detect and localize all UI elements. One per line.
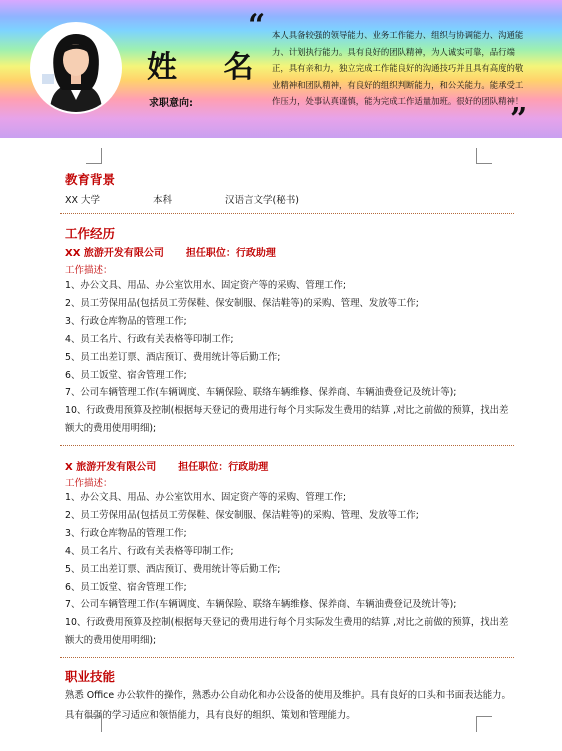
education-major: 汉语言文学(秘书) — [225, 195, 299, 206]
job-intent-label: 求职意向: — [149, 98, 193, 109]
margin-mark-bottom-right — [476, 716, 492, 732]
close-quote-mark: ” — [510, 102, 528, 137]
job-duty-list — [65, 489, 515, 650]
job-duty-item: 2、员工劳保用品(包括员工劳保鞋、保安制服、保洁鞋等)的采购、管理、发放等工作; — [65, 509, 419, 521]
candidate-name: 姓 名 — [147, 50, 272, 85]
education-title: 教育背景 — [65, 172, 116, 187]
education-degree: 本科 — [153, 195, 173, 206]
job-header — [65, 244, 276, 259]
section-divider — [60, 213, 514, 214]
section-divider — [60, 657, 514, 658]
education-school: XX 大学 — [65, 195, 101, 206]
job-duty-item: 1、办公文具、用品、办公室饮用水、固定资产等的采购、管理工作; — [65, 492, 347, 503]
avatar-portrait-icon — [32, 24, 120, 112]
margin-mark-top-right — [476, 148, 492, 164]
job-duty-item: 10、行政费用预算及控制(根据每天登记的费用进行每个月实际发生费用的结算 ,对比之前做的预算，找出差额大的费用使用明细); — [65, 405, 509, 435]
job-duty-list — [65, 277, 515, 438]
experience-title: 工作经历 — [65, 226, 116, 241]
job-desc-label: 工作描述： — [65, 265, 113, 276]
job-duty-item: 4、员工名片、行政有关表格等印制工作; — [65, 333, 234, 345]
open-quote-mark: “ — [248, 8, 266, 43]
section-divider — [60, 445, 514, 446]
job-position: 担任职位：行政助理 — [185, 248, 276, 259]
job-company: X 旅游开发有限公司 — [65, 462, 157, 473]
job-duty-item: 1、办公文具、用品、办公室饮用水、固定资产等的采购、管理工作; — [65, 280, 347, 291]
self-summary: 本人具备较强的领导能力、业务工作能力、组织与协调能力、沟通能力、计划执行能力。具有良好的团队精神，为人诚实可靠，品行端正，具有亲和力，独立完成工作能良好的沟通技巧并且具有高度的敬业精神和团队精神，有良好的组织判断能力，和公关能力。能承受工作压力，处事认真谨慎，能为完成工作适量加班。很好的团队精神！ — [272, 30, 524, 106]
job-duty-item: 3、行政仓库物品的管理工作; — [65, 527, 187, 539]
skills-text: 熟悉 Office 办公软件的操作，熟悉办公自动化和办公设备的使用及维护。具有良好的口头和书面表达能力。具有很强的学习适应和领悟能力，具有良好的组织、策划和管理能力。 — [65, 690, 511, 721]
job-duty-item: 2、员工劳保用品(包括员工劳保鞋、保安制服、保洁鞋等)的采购、管理、发放等工作; — [65, 297, 419, 309]
job-duty-item: 5、员工出差订票、酒店预订、费用统计等后勤工作; — [65, 563, 281, 575]
margin-mark-bottom-left — [86, 716, 102, 732]
job-duty-item: 3、行政仓库物品的管理工作; — [65, 315, 187, 327]
job-duty-item: 7、公司车辆管理工作(车辆调度、车辆保险、联络车辆维修、保养商、车辆油费登记及统计等); — [65, 387, 457, 399]
job-position: 担任职位：行政助理 — [178, 462, 269, 473]
skills-title: 职业技能 — [65, 669, 116, 684]
job-duty-item: 5、员工出差订票、酒店预订、费用统计等后勤工作; — [65, 351, 281, 363]
margin-mark-top-left — [86, 148, 102, 164]
header-banner — [0, 0, 562, 138]
job-header — [65, 458, 268, 473]
job-company: XX 旅游开发有限公司 — [65, 248, 164, 259]
education-row — [65, 192, 299, 206]
job-duty-item: 4、员工名片、行政有关表格等印制工作; — [65, 545, 234, 557]
job-duty-item: 7、公司车辆管理工作(车辆调度、车辆保险、联络车辆维修、保养商、车辆油费登记及统计等); — [65, 599, 457, 611]
job-duty-item: 6、员工饭堂、宿舍管理工作; — [65, 581, 187, 593]
avatar — [30, 22, 122, 114]
job-duty-item: 10、行政费用预算及控制(根据每天登记的费用进行每个月实际发生费用的结算 ,对比之前做的预算，找出差额大的费用使用明细); — [65, 617, 509, 647]
job-duty-item: 6、员工饭堂、宿舍管理工作; — [65, 369, 187, 381]
job-desc-label: 工作描述： — [65, 478, 113, 489]
